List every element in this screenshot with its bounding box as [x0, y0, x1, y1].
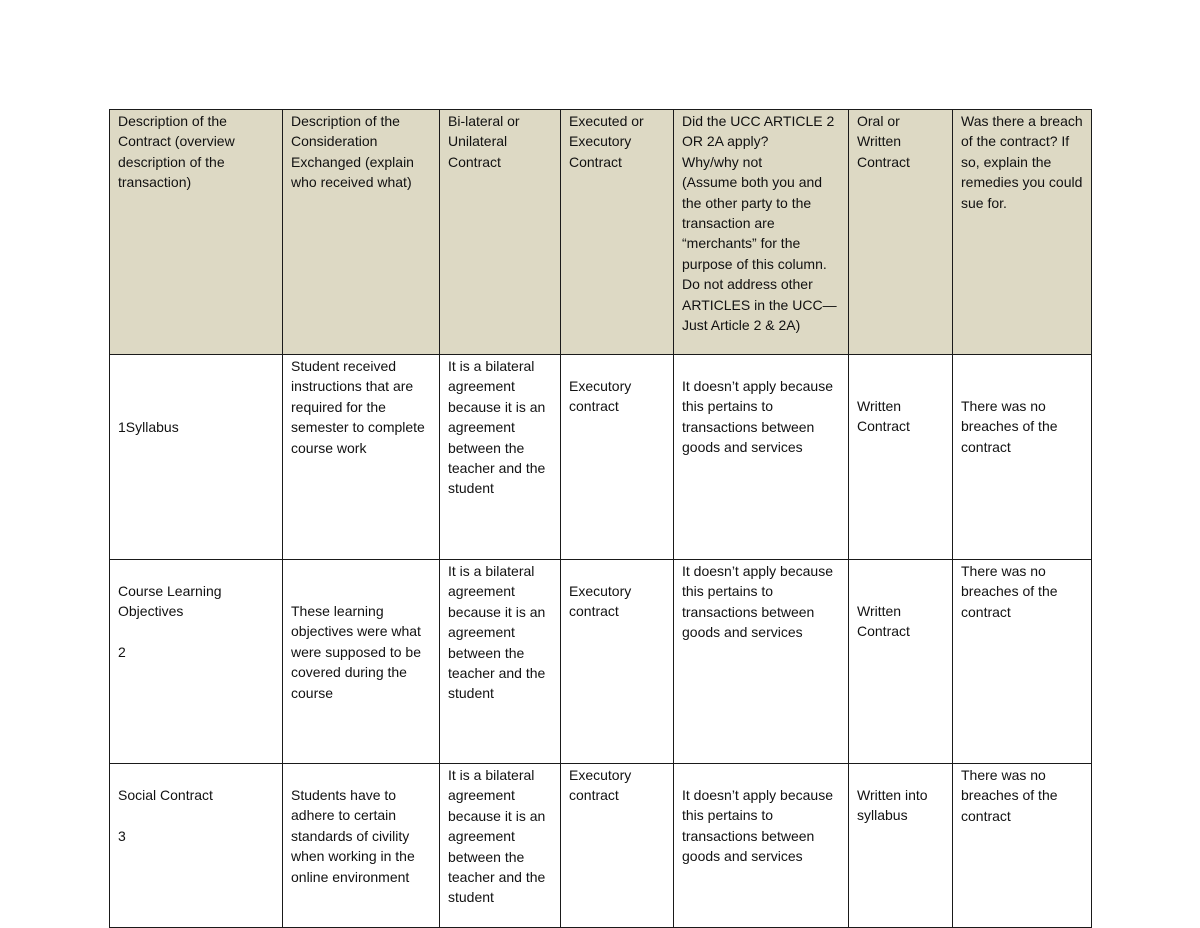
table-row [110, 560, 1092, 764]
cell-description: 1Syllabus [110, 355, 283, 560]
cell-bilateral: It is a bilateral agreement because it is an agreement between the teacher and the student [440, 560, 561, 764]
table-row [110, 355, 1092, 560]
header-consideration: Description of the Consideration Exchanged (explain who received what) [283, 110, 440, 355]
cell-consideration: Student received instructions that are required for the semester to complete course work [283, 355, 440, 560]
header-contract-description: Description of the Contract (overview description of the transaction) [110, 110, 283, 355]
cell-oral-written: Written Contract [849, 355, 953, 560]
header-executed-executory: Executed or Executory Contract [561, 110, 674, 355]
header-bilateral-unilateral: Bi-lateral or Unilateral Contract [440, 110, 561, 355]
header-breach: Was there a breach of the contract? If so, explain the remedies you could sue for. [953, 110, 1092, 355]
cell-executed: Executory contract [561, 764, 674, 928]
cell-breach: There was no breaches of the contract [953, 355, 1092, 560]
cell-breach: There was no breaches of the contract [953, 764, 1092, 928]
cell-consideration: Students have to adhere to certain standards of civility when working in the online environment [283, 764, 440, 928]
cell-bilateral: It is a bilateral agreement because it is an agreement between the teacher and the student [440, 764, 561, 928]
cell-description: Social Contract 3 [110, 764, 283, 928]
cell-ucc: It doesn’t apply because this pertains to transactions between goods and services [674, 355, 849, 560]
cell-ucc: It doesn’t apply because this pertains to transactions between goods and services [674, 764, 849, 928]
cell-breach: There was no breaches of the contract [953, 560, 1092, 764]
cell-executed: Executory contract [561, 355, 674, 560]
cell-ucc: It doesn’t apply because this pertains to transactions between goods and services [674, 560, 849, 764]
table-row [110, 764, 1092, 928]
cell-oral-written: Written into syllabus [849, 764, 953, 928]
contract-analysis-table [109, 109, 1092, 928]
header-ucc-article: Did the UCC ARTICLE 2 OR 2A apply? Why/why not (Assume both you and the other party to the transaction are “merchants” for the purpose of this column. Do not address other ARTICLES in the UCC—Just Article 2 & 2A) [674, 110, 849, 355]
cell-consideration: These learning objectives were what were supposed to be covered during the course [283, 560, 440, 764]
cell-bilateral: It is a bilateral agreement because it is an agreement between the teacher and the student [440, 355, 561, 560]
header-row [110, 110, 1092, 355]
cell-description: Course Learning Objectives 2 [110, 560, 283, 764]
cell-oral-written: Written Contract [849, 560, 953, 764]
header-oral-written: Oral or Written Contract [849, 110, 953, 355]
cell-executed: Executory contract [561, 560, 674, 764]
table-header [110, 110, 1092, 355]
